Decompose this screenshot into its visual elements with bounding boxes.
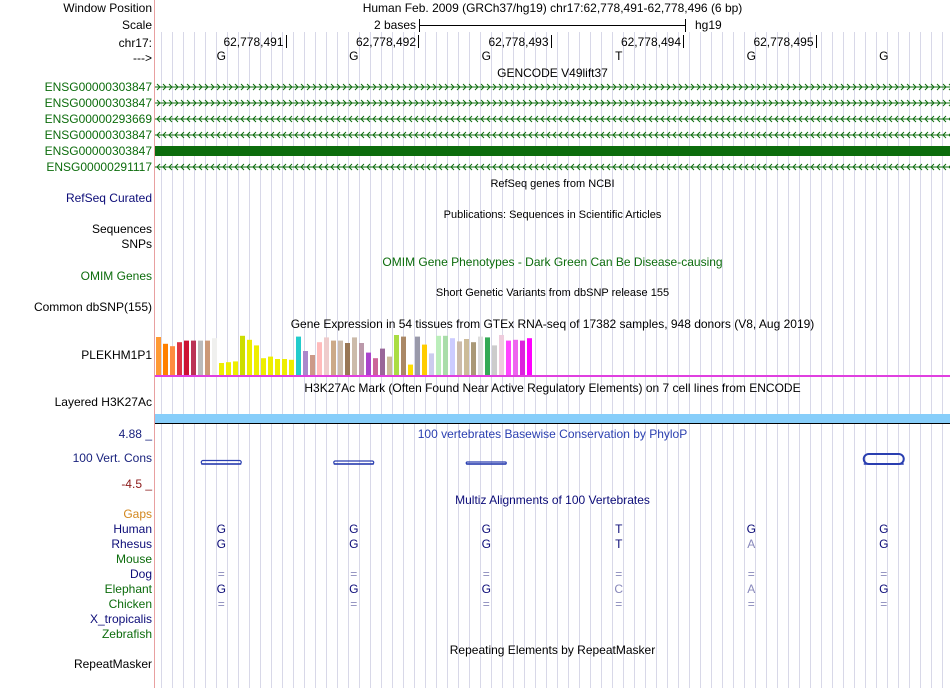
gtex-tissue-bar	[492, 345, 497, 375]
omim-track-title[interactable]: OMIM Gene Phenotypes - Dark Green Can Be Disease-causing	[382, 255, 723, 269]
gtex-tissue-bar	[436, 336, 441, 375]
gtex-tissue-bar	[464, 339, 469, 375]
alignment-base: =	[350, 567, 358, 581]
sequence-base: G	[481, 49, 491, 63]
track-label[interactable]: Sequences	[91, 222, 152, 236]
gene-feature[interactable]	[155, 82, 950, 92]
gtex-tissue-bar	[303, 351, 308, 375]
gtex-tissue-bar	[359, 343, 364, 375]
gtex-tissue-bar	[331, 341, 336, 375]
gtex-tissue-bar	[163, 344, 168, 375]
track-label[interactable]: -4.5 _	[121, 477, 152, 491]
gtex-tissue-bar	[450, 338, 455, 375]
gtex-tissue-bar	[338, 341, 343, 375]
alignment-base: =	[880, 567, 888, 581]
track-label[interactable]: ENSG00000303847	[44, 144, 152, 158]
gene-feature[interactable]	[155, 146, 950, 156]
gtex-tissue-bar	[282, 359, 287, 375]
alignment-base: T	[615, 537, 623, 551]
gtex-tissue-bar	[471, 342, 476, 375]
alignment-base: =	[880, 597, 888, 611]
ruler-coordinate: 62,778,492	[355, 35, 416, 49]
alignment-base: G	[879, 522, 889, 536]
gtex-tissue-bar	[184, 341, 189, 375]
alignment-base: =	[747, 567, 755, 581]
alignment-base: G	[746, 522, 756, 536]
gtex-tissue-bar	[387, 357, 392, 375]
track-label[interactable]: --->	[133, 51, 152, 65]
gtex-tissue-bar	[499, 335, 504, 375]
phylop-track-title[interactable]: 100 vertebrates Basewise Conservation by PhyloP	[417, 427, 688, 441]
alignment-base: =	[482, 567, 490, 581]
alignment-base: C	[614, 582, 624, 596]
alignment-base: =	[350, 597, 358, 611]
track-label[interactable]: ENSG00000291117	[46, 160, 152, 174]
alignment-base: =	[482, 597, 490, 611]
gtex-tissue-bar	[156, 337, 161, 375]
h3k27ac-signal-bar[interactable]	[155, 414, 950, 423]
publications-track-title[interactable]: Publications: Sequences in Scientific Articles	[443, 209, 662, 221]
gtex-tissue-bar	[345, 343, 350, 375]
alignment-base: G	[481, 537, 491, 551]
ruler-tick	[286, 35, 287, 48]
gtex-tissue-bar	[324, 337, 329, 375]
track-label[interactable]: 4.88 _	[118, 427, 152, 441]
gtex-tissue-bar	[205, 341, 210, 375]
track-label[interactable]: 100 Vert. Cons	[72, 451, 152, 465]
gtex-tissue-bar	[373, 358, 378, 375]
ruler-coordinate: 62,778,494	[620, 35, 681, 49]
dbsnp-track-title[interactable]: Short Genetic Variants from dbSNP release 155	[435, 287, 670, 299]
gene-feature[interactable]	[155, 162, 950, 172]
ruler-tick	[683, 35, 684, 48]
gtex-tissue-bar	[247, 340, 252, 375]
alignment-base: G	[879, 537, 889, 551]
sequence-base: G	[879, 49, 889, 63]
phylop-score-mark	[201, 461, 241, 465]
track-label[interactable]: Window Position	[63, 1, 152, 15]
sequence-base: G	[216, 49, 226, 63]
alignment-base: A	[747, 582, 756, 596]
gtex-tissue-bar	[170, 346, 175, 375]
phylop-score-mark	[466, 462, 506, 464]
track-label[interactable]: OMIM Genes	[80, 269, 152, 283]
sequence-base: T	[615, 49, 623, 63]
gtex-tissue-bar	[352, 337, 357, 375]
alignment-base: G	[481, 582, 491, 596]
sequence-base: G	[349, 49, 359, 63]
track-label[interactable]: Human	[113, 522, 152, 536]
scale-bar-tick-left	[419, 19, 420, 32]
phylop-conservation-plot[interactable]	[155, 448, 950, 478]
genome-browser-image[interactable]	[155, 0, 950, 688]
gtex-tissue-bar	[478, 337, 483, 375]
alignment-base: A	[747, 537, 756, 551]
alignment-base: T	[615, 522, 623, 536]
gtex-tissue-bar	[422, 345, 427, 375]
alignment-base: G	[216, 582, 226, 596]
alignment-base: =	[217, 597, 225, 611]
gtex-tissue-bar	[177, 342, 182, 375]
gtex-tissue-bar	[520, 341, 525, 375]
gene-feature[interactable]	[155, 98, 950, 108]
gtex-tissue-bar	[254, 345, 259, 375]
track-label-column	[0, 0, 154, 688]
alignment-base: G	[216, 522, 226, 536]
track-label[interactable]: ENSG00000303847	[44, 96, 152, 110]
track-label[interactable]: ENSG00000293669	[44, 112, 152, 126]
gtex-tissue-bar	[296, 337, 301, 375]
gtex-track-title[interactable]: Gene Expression in 54 tissues from GTEx RNA-seq of 17382 samples, 948 donors (V8, Aug 2019)	[290, 317, 815, 331]
phylop-score-mark	[334, 461, 374, 464]
scale-bar-line	[419, 25, 686, 26]
gtex-tissue-bar	[415, 337, 420, 375]
gtex-tissue-bar	[226, 362, 231, 375]
alignment-base: =	[615, 567, 623, 581]
ruler-tick	[418, 35, 419, 48]
track-label[interactable]: Layered H3K27Ac	[54, 395, 152, 409]
track-label[interactable]: Elephant	[104, 582, 152, 596]
sequence-base: G	[746, 49, 756, 63]
track-label[interactable]: X_tropicalis	[89, 612, 152, 626]
gene-feature[interactable]	[155, 114, 950, 124]
ruler-coordinate: 62,778,495	[753, 35, 814, 49]
window-position-text: Human Feb. 2009 (GRCh37/hg19) chr17:62,778,491-62,778,496 (6 bp)	[362, 1, 743, 15]
gtex-tissue-bar	[394, 335, 399, 375]
gtex-tissue-bar	[219, 363, 224, 375]
gencode-track-title[interactable]: GENCODE V49lift37	[497, 66, 608, 80]
gtex-tissue-bar	[506, 341, 511, 375]
phylop-score-mark	[864, 454, 904, 464]
gtex-tissue-bar	[401, 337, 406, 375]
gtex-tissue-bar	[527, 338, 532, 375]
ruler-tick	[816, 35, 817, 48]
gtex-tissue-bar	[240, 336, 245, 375]
gtex-tissue-bar	[191, 341, 196, 375]
gtex-tissue-bar	[275, 359, 280, 375]
gtex-tissue-bar	[513, 340, 518, 375]
scale-text: 2 bases	[373, 18, 416, 32]
refseq-track-title[interactable]: RefSeq genes from NCBI	[490, 178, 615, 190]
track-label[interactable]: Zebrafish	[101, 627, 152, 641]
gtex-tissue-bar	[429, 353, 434, 375]
track-label[interactable]: Rhesus	[111, 537, 152, 551]
gtex-tissue-bar	[310, 355, 315, 375]
gtex-baseline	[155, 375, 950, 377]
alignment-base: G	[879, 582, 889, 596]
ruler-coordinate: 62,778,493	[488, 35, 549, 49]
gtex-tissue-bar	[317, 342, 322, 375]
gtex-tissue-bar	[408, 365, 413, 375]
repeatmasker-track-title[interactable]: Repeating Elements by RepeatMasker	[449, 643, 656, 657]
track-label[interactable]: Mouse	[115, 552, 152, 566]
gtex-tissue-bar	[268, 357, 273, 375]
gtex-tissue-bar	[233, 361, 238, 375]
track-label[interactable]: ENSG00000303847	[44, 80, 152, 94]
alignment-base: G	[481, 522, 491, 536]
track-label[interactable]: SNPs	[121, 237, 152, 251]
track-label[interactable]: Scale	[121, 18, 152, 32]
track-label[interactable]: RepeatMasker	[73, 657, 152, 671]
gtex-tissue-bar	[289, 360, 294, 375]
scale-bar	[419, 18, 686, 32]
gene-feature[interactable]	[155, 130, 950, 140]
track-label[interactable]: Gaps	[123, 507, 152, 521]
track-label[interactable]: RefSeq Curated	[65, 191, 152, 205]
track-label[interactable]: chr17:	[118, 36, 152, 50]
alignment-base: =	[217, 567, 225, 581]
gtex-tissue-bar	[485, 337, 490, 375]
track-label[interactable]: Common dbSNP(155)	[33, 300, 152, 314]
gtex-tissue-bar	[261, 358, 266, 375]
h3k27ac-baseline	[155, 423, 950, 424]
assembly-label: hg19	[695, 18, 722, 32]
alignment-base: G	[349, 582, 359, 596]
ruler-coordinate: 62,778,491	[223, 35, 284, 49]
multiz-track-title[interactable]: Multiz Alignments of 100 Vertebrates	[455, 493, 650, 507]
alignment-base: =	[747, 597, 755, 611]
track-label[interactable]: Chicken	[108, 597, 152, 611]
gtex-tissue-bar	[198, 341, 203, 375]
track-label[interactable]: ENSG00000303847	[44, 128, 152, 142]
gtex-tissue-bar	[380, 349, 385, 375]
h3k27ac-track-title[interactable]: H3K27Ac Mark (Often Found Near Active Regulatory Elements) on 7 cell lines from ENCODE	[304, 381, 801, 395]
gtex-tissue-bar	[443, 336, 448, 375]
gene-exon-block	[155, 146, 950, 156]
gtex-tissue-bar	[212, 338, 217, 375]
gtex-tissue-bar	[457, 341, 462, 375]
alignment-base: G	[216, 537, 226, 551]
gtex-expression-bars[interactable]	[155, 333, 950, 378]
track-label[interactable]: Dog	[129, 567, 152, 581]
track-label[interactable]: PLEKHM1P1	[81, 348, 152, 362]
scale-bar-tick-right	[685, 19, 686, 32]
alignment-base: G	[349, 537, 359, 551]
ruler-tick	[551, 35, 552, 48]
alignment-base: =	[615, 597, 623, 611]
gtex-tissue-bar	[366, 353, 371, 375]
alignment-base: G	[349, 522, 359, 536]
